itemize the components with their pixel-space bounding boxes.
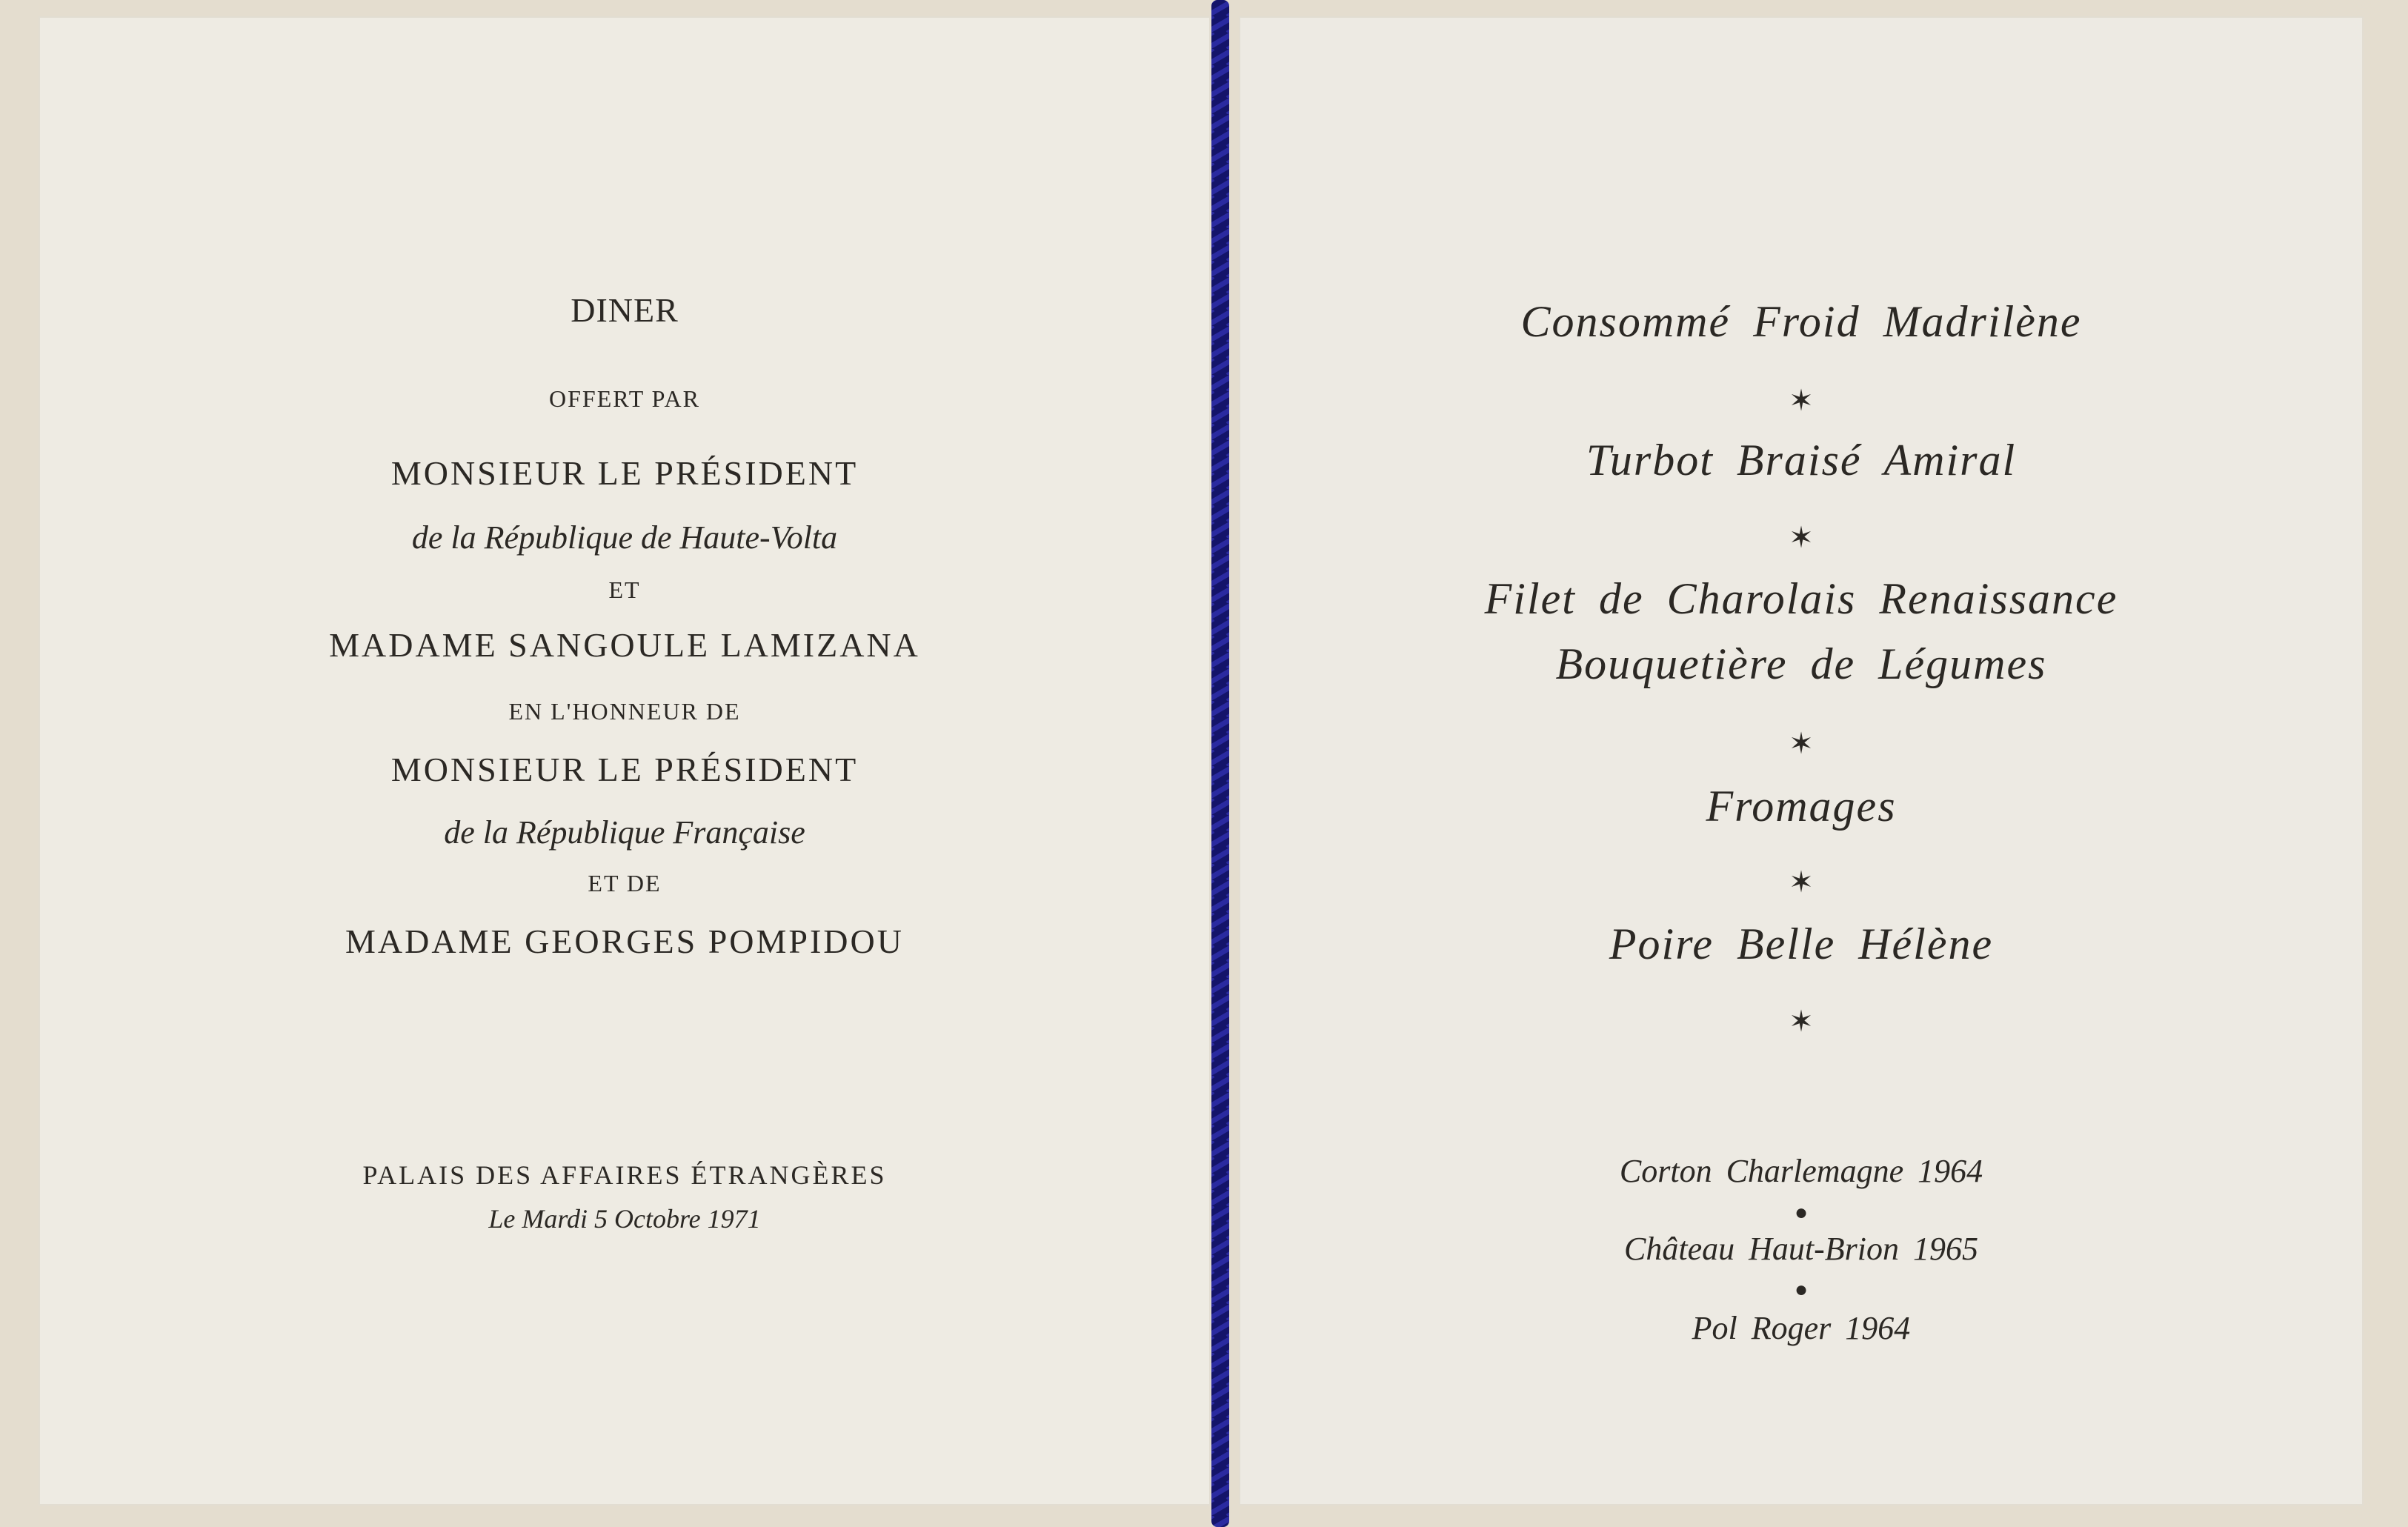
dish-item: Turbot Braisé Amiral [1586,436,2017,485]
wine-item: Château Haut-Brion 1965 [1624,1231,1978,1267]
host-country: de la République de Haute-Volta [411,519,838,556]
guest-country: de la République Française [444,814,805,851]
menu-heading: DINER [571,291,679,329]
offered-by-label: OFFERT PAR [549,385,700,412]
guest-title: MONSIEUR LE PRÉSIDENT [390,751,859,788]
dish-item: Filet de Charolais Renaissance [1484,574,2118,623]
dot-divider: ● [1794,1277,1809,1302]
and-label: ET [608,576,641,603]
star-divider: ✶ [1789,727,1814,760]
star-divider: ✶ [1789,384,1814,417]
host-title: MONSIEUR LE PRÉSIDENT [390,454,859,492]
event-date: Le Mardi 5 Octobre 1971 [488,1204,761,1234]
in-honour-label: EN L'HONNEUR DE [508,698,741,725]
wine-item: Pol Roger 1964 [1692,1310,1911,1346]
guest-wife: MADAME GEORGES POMPIDOU [345,922,904,960]
star-divider: ✶ [1789,1005,1814,1038]
host-wife: MADAME SANGOULE LAMIZANA [329,626,920,664]
right-page [1239,16,2364,1506]
dish-item: Consommé Froid Madrilène [1520,297,2082,346]
dish-item: Fromages [1706,782,1897,831]
dish-item: Bouquetière de Légumes [1555,639,2047,688]
dish-item: Poire Belle Hélène [1609,919,1994,968]
binding-cord [1206,0,1234,1527]
star-divider: ✶ [1789,865,1814,899]
left-page [39,16,1211,1506]
venue: PALAIS DES AFFAIRES ÉTRANGÈRES [362,1160,887,1190]
star-divider: ✶ [1789,521,1814,554]
and-of-label: ET DE [588,870,662,896]
dot-divider: ● [1794,1200,1809,1225]
wine-item: Corton Charlemagne 1964 [1619,1153,1983,1189]
